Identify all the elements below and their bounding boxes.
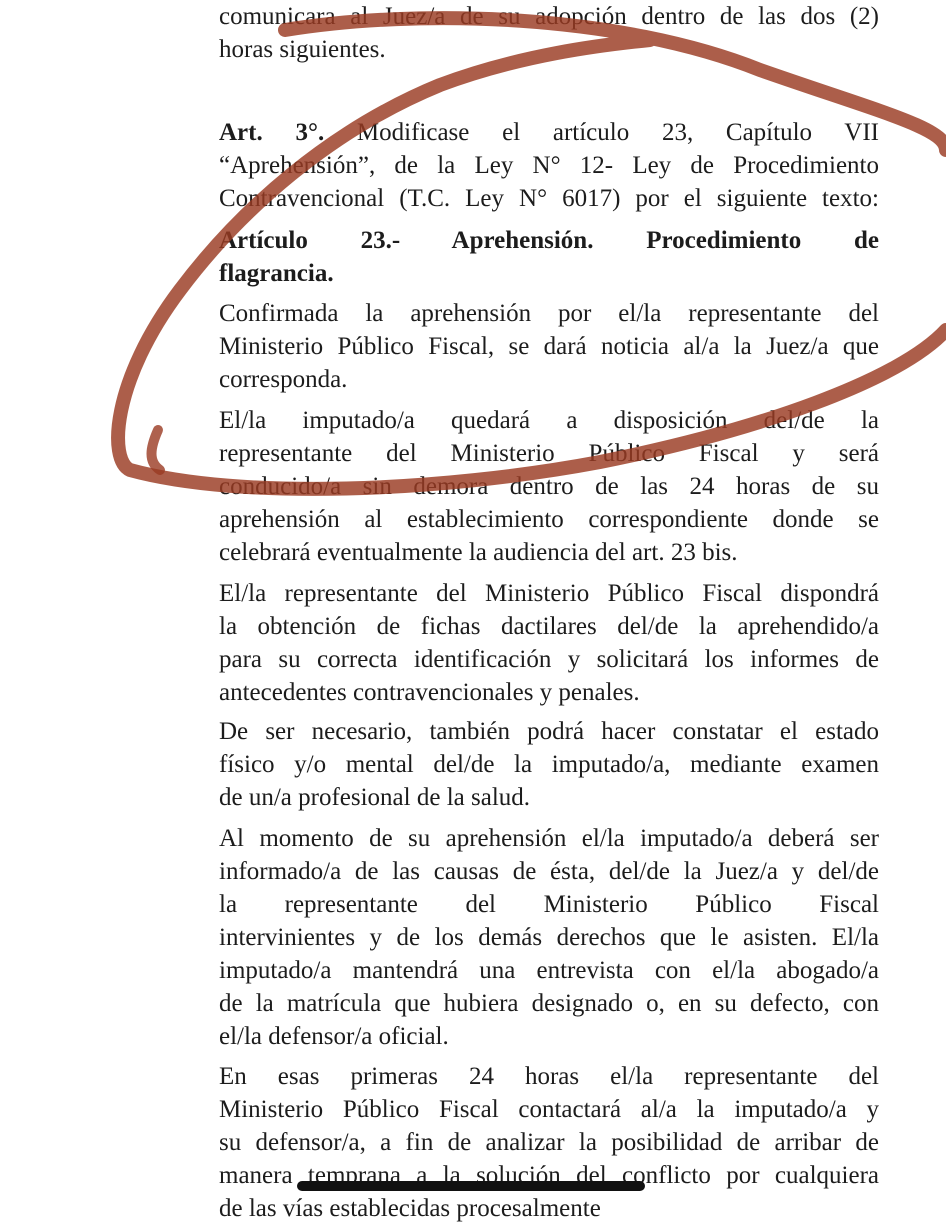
text-line: la representante del Ministerio Público Fiscal: [219, 891, 879, 918]
text-line: intervinientes y de los demás derechos que le asisten. El/la: [219, 924, 879, 951]
text-line: Ministerio Público Fiscal, se dará noticia al/a la Juez/a que: [219, 333, 879, 360]
text-line: comunicara al Juez/a de su adopción dentro de las dos (2): [219, 3, 879, 30]
text-line: Confirmada la aprehensión por el/la representante del: [219, 300, 879, 327]
text-line: celebrará eventualmente la audiencia del art. 23 bis.: [219, 539, 738, 566]
article-3-label: Art. 3°.: [219, 119, 325, 146]
text-line: antecedentes contravencionales y penales.: [219, 679, 640, 706]
text-line: para su correcta identificación y solicitará los informes de: [219, 646, 879, 673]
text-line: imputado/a mantendrá una entrevista con el/la abogado/a: [219, 957, 879, 984]
text-line: de la matrícula que hubiera designado o, en su defecto, con: [219, 990, 879, 1017]
text-line: horas siguientes.: [219, 36, 386, 63]
text-line: Ministerio Público Fiscal contactará al/a la imputado/a y: [219, 1096, 879, 1123]
article-3-line: Art. 3°. Modificase el artículo 23, Capítulo VII: [219, 119, 879, 146]
text-line: aprehensión al establecimiento correspondiente donde se: [219, 506, 879, 533]
text-line: informado/a de las causas de ésta, del/de la Juez/a y del/de: [219, 858, 879, 885]
text-line: corresponda.: [219, 366, 348, 393]
text-line: Al momento de su aprehensión el/la imputado/a deberá ser: [219, 825, 879, 852]
text-line: “Aprehensión”, de la Ley N° 12- Ley de Procedimiento: [219, 152, 879, 179]
text-line: manera temprana a la solución del conflicto por cualquiera: [219, 1162, 879, 1189]
text-line: conducido/a sin demora dentro de las 24 horas de su: [219, 473, 879, 500]
text-line: su defensor/a, a fin de analizar la posibilidad de arribar de: [219, 1129, 879, 1156]
text-line: De ser necesario, también podrá hacer constatar el estado: [219, 718, 879, 745]
text-line: Contravencional (T.C. Ley N° 6017) por el siguiente texto:: [219, 185, 879, 212]
text-line: El/la imputado/a quedará a disposición del/de la: [219, 407, 879, 434]
text-line: físico y/o mental del/de la imputado/a, mediante examen: [219, 751, 879, 778]
text-line: En esas primeras 24 horas el/la representante del: [219, 1063, 879, 1090]
text-line: de las vías establecidas procesalmente: [219, 1195, 601, 1222]
text-line: la obtención de fichas dactilares del/de la aprehendido/a: [219, 613, 879, 640]
circle-end-mark: [152, 430, 161, 470]
text-line: de un/a profesional de la salud.: [219, 784, 531, 811]
article-heading-cont: flagrancia.: [219, 260, 334, 287]
text-line: el/la defensor/a oficial.: [219, 1023, 449, 1050]
article-heading: Artículo 23.- Aprehensión. Procedimiento de: [219, 227, 879, 254]
text-line: El/la representante del Ministerio Público Fiscal dispondrá: [219, 580, 879, 607]
text-line: representante del Ministerio Público Fiscal y será: [219, 440, 879, 467]
